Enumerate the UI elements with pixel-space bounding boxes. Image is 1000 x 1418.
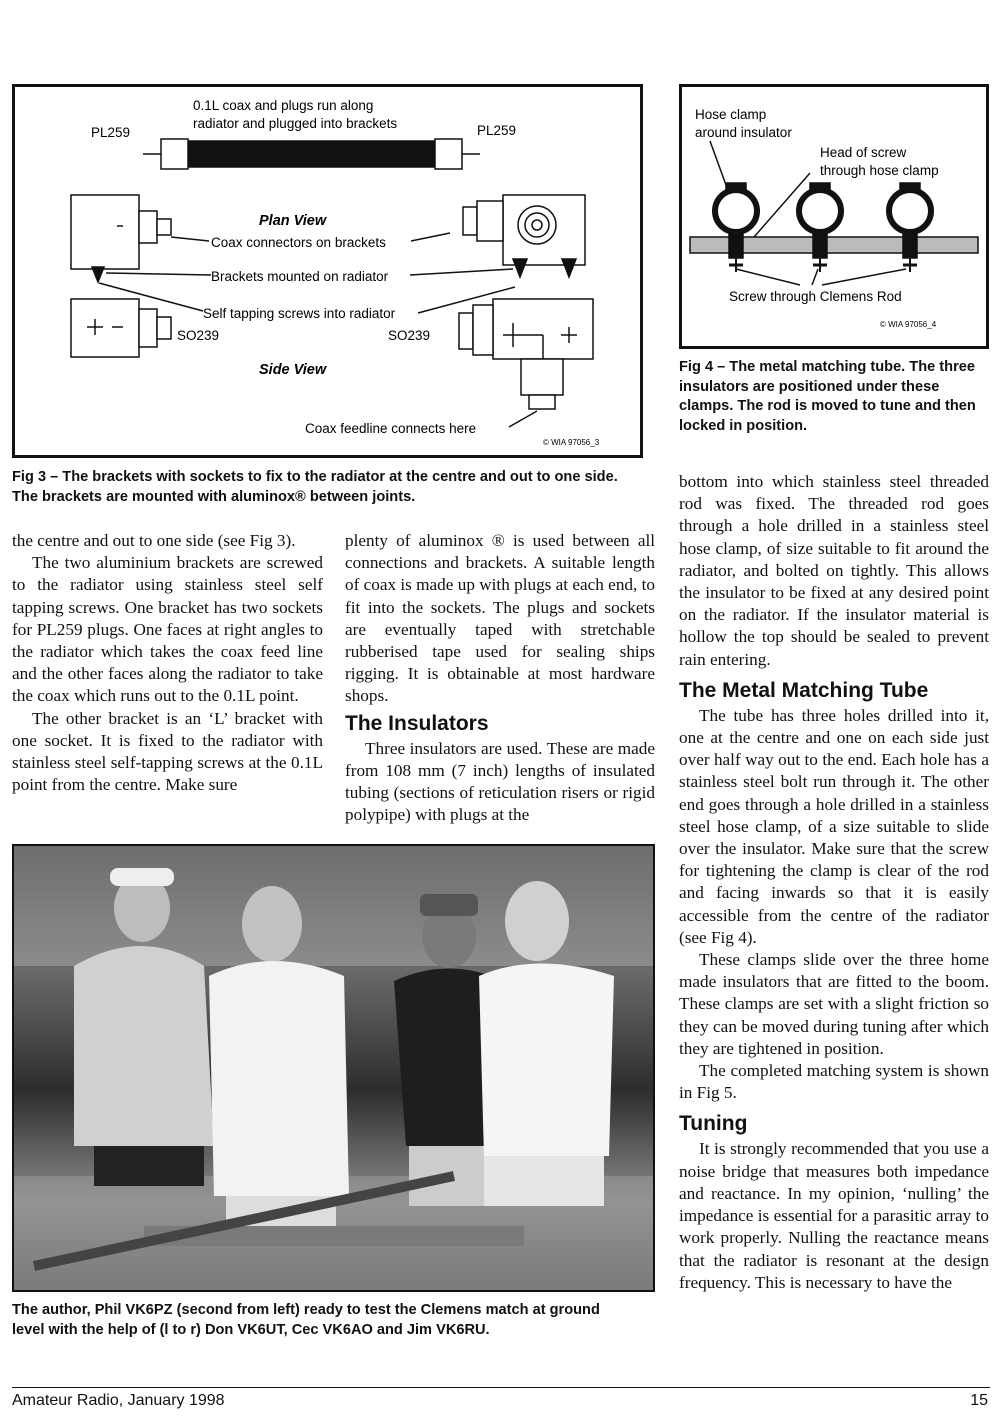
col1-paragraph-3: The other bracket is an ‘L’ bracket with one socket. It is fixed to the radiator with stainless steel self-tapping screws at the 0.1L point from the centre. Make sure bbox=[12, 708, 323, 795]
fig4-diagram bbox=[679, 84, 989, 349]
coax-label-2: radiator and plugged into brackets bbox=[193, 116, 398, 131]
fig4-copyright: © WIA 97056_4 bbox=[880, 320, 937, 329]
col3-paragraph-3: These clamps slide over the three home made insulators that are fitted to the boom. These clamps are set with a slight friction so they can be moved during tuning after which they are tightened in position. bbox=[679, 950, 989, 1058]
hose-clamp-label-2: around insulator bbox=[695, 125, 792, 140]
screw-left bbox=[92, 267, 104, 282]
person-1-body bbox=[74, 946, 214, 1146]
hose-clamp-label-1: Hose clamp bbox=[695, 107, 767, 122]
column-1 bbox=[12, 530, 323, 796]
side-view-label: Side View bbox=[259, 362, 327, 378]
person-2-head bbox=[242, 886, 302, 962]
left-bracket-plan bbox=[71, 195, 139, 269]
pl259-left-label: PL259 bbox=[91, 125, 131, 140]
col3-paragraph-5: It is strongly recommended that you use a noise bridge that measures both impedance and reactance. In my opinion, ‘nulling’ the impedance is essential for a parasitic array to work properly. Nulling the reactance means that the radiator is resonant at the design frequency. This is necessary to have the bbox=[679, 1139, 989, 1292]
self-tapping-label: Self tapping screws into radiator bbox=[203, 306, 396, 321]
hose-clamp-2 bbox=[799, 190, 841, 232]
pl259-right-label: PL259 bbox=[477, 123, 517, 138]
col2-paragraph-1: plenty of aluminox ® is used between all connections and brackets. A suitable length of coax is made up with plugs at each end, to fit into the sockets. The plugs and sockets are eventually taped with stretchable rubberised tape used for sealing ships rigging. It is obtainable at most hardware shops. bbox=[345, 531, 655, 706]
heading-metal-matching-tube: The Metal Matching Tube bbox=[679, 678, 929, 702]
brackets-mounted-label: Brackets mounted on radiator bbox=[211, 269, 389, 284]
hose-clamp-3 bbox=[889, 190, 931, 232]
feedline-socket bbox=[521, 359, 563, 395]
left-bracket-side bbox=[71, 299, 139, 357]
person-4-body bbox=[479, 964, 614, 1157]
heading-tuning: Tuning bbox=[679, 1112, 748, 1136]
photo-caption: The author, Phil VK6PZ (second from left) ready to test the Clemens match at ground level with the help of (l to r) Don VK6UT, Cec VK6AO and Jim VK6RU. bbox=[12, 1302, 600, 1338]
head-screw-label-2: through hose clamp bbox=[820, 163, 939, 178]
photo-scene bbox=[14, 846, 653, 1290]
coax-cable bbox=[188, 141, 435, 167]
heading-insulators: The Insulators bbox=[345, 711, 489, 735]
fig4-drawing bbox=[682, 87, 986, 346]
fig3-caption: Fig 3 – The brackets with sockets to fix to the radiator at the centre and out to one side. The brackets are mounted with aluminox® between joints. bbox=[12, 469, 618, 505]
person-4-head bbox=[505, 881, 569, 961]
head-screw-label-1: Head of screw bbox=[820, 145, 907, 160]
col3-paragraph-4: The completed matching system is shown in Fig 5. bbox=[679, 1061, 989, 1103]
fig4-caption: Fig 4 – The metal matching tube. The three insulators are positioned under these clamps. The rod is moved to tune and then locked in position. bbox=[679, 359, 976, 434]
column-3 bbox=[679, 471, 989, 1294]
pl259-plug-right bbox=[435, 139, 462, 169]
column-2 bbox=[345, 530, 655, 826]
plan-view-label: Plan View bbox=[259, 213, 327, 229]
right-bracket-plan bbox=[503, 195, 585, 265]
pl259-plug-left bbox=[161, 139, 188, 169]
person-2-body bbox=[209, 961, 349, 1196]
feedline-label: Coax feedline connects here bbox=[305, 421, 477, 436]
col1-paragraph-1: the centre and out to one side (see Fig 3). bbox=[12, 531, 296, 550]
footer-rule bbox=[12, 1387, 990, 1388]
photo bbox=[12, 844, 655, 1292]
col2-paragraph-2: Three insulators are used. These are made from 108 mm (7 inch) lengths of insulated tubing (sections of reticulation risers or rigid polypipe) with plugs at the bbox=[345, 738, 655, 825]
screw-right-2 bbox=[562, 259, 576, 277]
hose-clamp-1 bbox=[715, 190, 757, 232]
fig3-diagram bbox=[12, 84, 643, 458]
col3-paragraph-1: bottom into which stainless steel threaded rod was fixed. The threaded rod goes through a hole drilled in a stainless steel hose clamp, of size suitable to fit around the radiator, and bolted on tightly. This allows the insulator to be fixed at any desired point on the radiator. If the insulator material is hollow the top should be sealed to prevent rain entering. bbox=[679, 472, 989, 669]
fig3-drawing bbox=[15, 87, 640, 455]
so239-right-label: SO239 bbox=[388, 328, 431, 343]
screw-through-label: Screw through Clemens Rod bbox=[729, 289, 902, 304]
so239-left-label: SO239 bbox=[177, 328, 220, 343]
footer-publication: Amateur Radio, January 1998 bbox=[12, 1392, 225, 1409]
coax-label-1: 0.1L coax and plugs run along bbox=[193, 98, 374, 113]
col1-paragraph-2: The two aluminium brackets are screwed to the radiator using stainless steel self tapping screws. One bracket has two sockets for PL259 plugs. One faces at right angles to the radiator which takes the coax feed line and the other faces along the radiator to take the coax which runs out to the 0.1L point. bbox=[12, 553, 323, 706]
coax-connectors-label: Coax connectors on brackets bbox=[211, 235, 386, 250]
col3-paragraph-2: The tube has three holes drilled into it, one at the centre and one on each side just over half way out to the end. Each hole has a stainless steel bolt run through it. The other end goes through a hole drilled in a stainless steel hose clamp, of a size suitable to slide over the insulator. Make sure that the screw for tightening the clamp is clear of the rod and facing inwards so that it is easily accessible from the centre of the radiator (see Fig 4). bbox=[679, 705, 989, 947]
footer-page-number: 15 bbox=[970, 1392, 988, 1409]
screw-right-1 bbox=[513, 259, 527, 277]
fig3-copyright: © WIA 97056_3 bbox=[543, 438, 600, 447]
